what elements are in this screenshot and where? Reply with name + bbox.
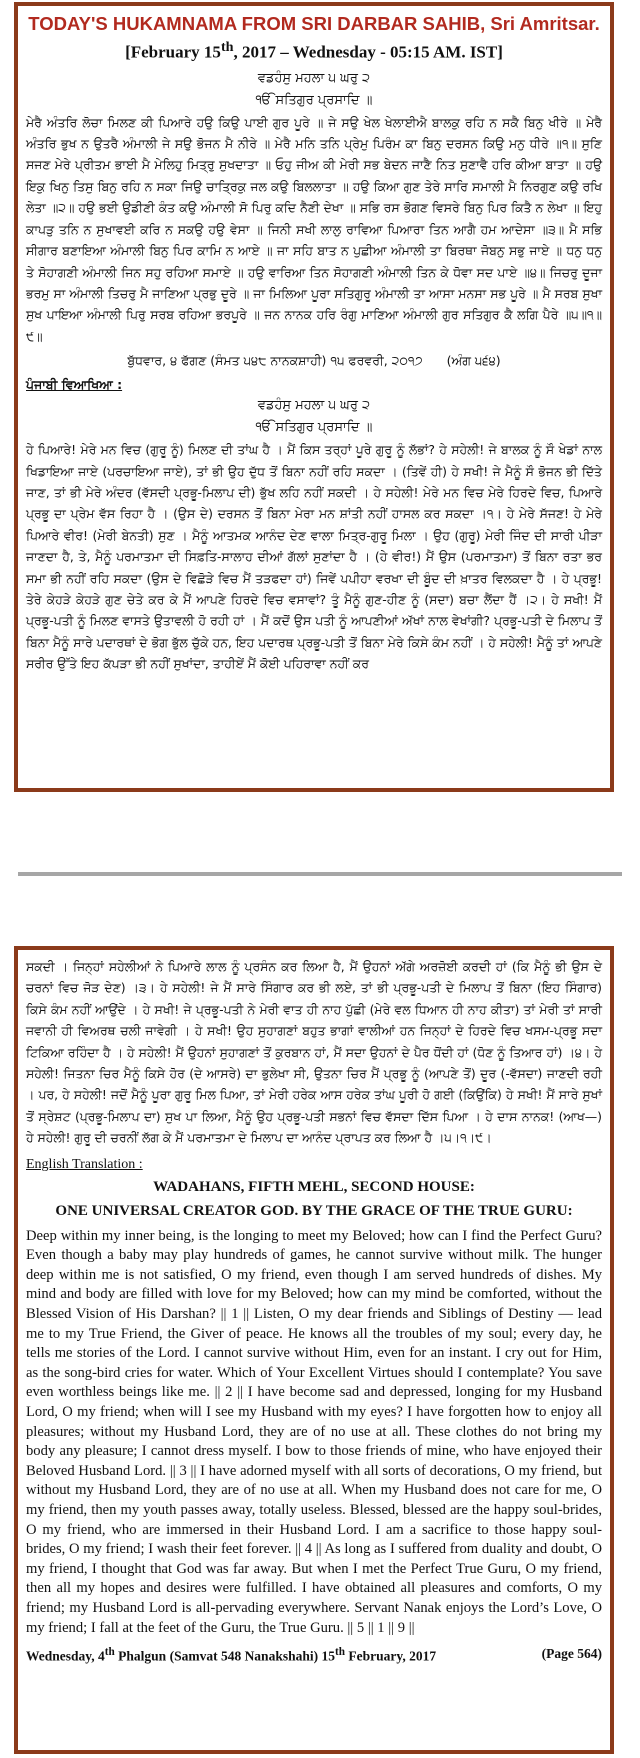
page-title: TODAY'S HUKAMNAMA FROM SRI DARBAR SAHIB, Sri Amritsar. (28, 13, 600, 34)
english-date-sup-a: th (104, 1646, 115, 1659)
punjabi-label: ਪੰਜਾਬੀ ਵਿਆਖਿਆ : (26, 377, 123, 393)
date-superscript: th (220, 39, 234, 55)
english-label: English Translation : (26, 1156, 143, 1172)
gurbani-page: (ਅੰਗ ੫੬੪) (446, 353, 501, 369)
punjabi-text-part2: ਸਕਦੀ । ਜਿਨ੍ਹਾਂ ਸਹੇਲੀਆਂ ਨੇ ਪਿਆਰੇ ਲਾਲ ਨੂੰ ਪ੍ਰਸੰਨ ਕਰ ਲਿਆ ਹੈ, ਮੈਂ ਉਹਨਾਂ ਅੱਗੇ ਅਰਜ਼ੋਈ ਕਰਦੀ ਹਾਂ (ਕਿ ਮੈਨੂੰ ਭੀ ਉਸ ਦੇ ਚਰਨਾਂ ਵਿਚ ਜੋੜ ਦੇਣ) ।੩। ਹੇ ਸਹੇਲੀ! ਜੇ ਮੈਂ ਸਾਰੇ ਸਿੰਗਾਰ ਕਰ ਭੀ ਲਏ, ਤਾਂ ਭੀ ਪ੍ਰਭੂ-ਪਤੀ ਦੇ ਮਿਲਾਪ ਤੋਂ ਬਿਨਾ (ਇਹ ਸਿੰਗਾਰ) ਕਿਸੇ ਕੰਮ ਨਹੀਂ ਆਉਂਦੇ । ਹੇ ਸਖੀ! ਜੇ ਪ੍ਰਭੂ-ਪਤੀ ਨੇ ਮੇਰੀ ਵਾਤ ਹੀ ਨਾਹ ਪੁੱਛੀ (ਮੇਰੇ ਵਲ ਧਿਆਨ ਹੀ ਨਾਹ ਕੀਤਾ) ਤਾਂ ਮੇਰੀ ਤਾਂ ਸਾਰੀ ਜਵਾਨੀ ਹੀ ਵਿਅਰਥ ਚਲੀ ਜਾਵੇਗੀ । ਹੇ ਸਖੀ! ਉਹ ਸੁਹਾਗਣਾਂ ਬਹੁਤ ਭਾਗਾਂ ਵਾਲੀਆਂ ਹਨ ਜਿਨ੍ਹਾਂ ਦੇ ਹਿਰਦੇ ਵਿਚ ਖਸਮ-ਪ੍ਰਭੂ ਸਦਾ ਟਿਕਿਆ ਰਹਿੰਦਾ ਹੈ । ਹੇ ਸਹੇਲੀ! ਮੈਂ ਉਹਨਾਂ ਸੁਹਾਗਣਾਂ ਤੋਂ ਕੁਰਬਾਨ ਹਾਂ, ਮੈਂ ਸਦਾ ਉਹਨਾਂ ਦੇ ਪੈਰ ਧੋਂਦੀ ਹਾਂ (ਧੋਣ ਨੂੰ ਤਿਆਰ ਹਾਂ) ।੪। ਹੇ ਸਹੇਲੀ! ਜਿਤਨਾ ਚਿਰ ਮੈਨੂੰ ਕਿਸੇ ਹੋਰ (ਦੇ ਆਸਰੇ) ਦਾ ਭੁਲੇਖਾ ਸੀ, ਉਤਨਾ ਚਿਰ ਮੈਂ ਪ੍ਰਭੂ ਨੂੰ (ਆਪਣੇ ਤੋਂ) ਦੂਰ (-ਵੱਸਦਾ) ਜਾਣਦੀ ਰਹੀ । ਪਰ, ਹੇ ਸਹੇਲੀ! ਜਦੋਂ ਮੈਨੂੰ ਪੂਰਾ ਗੁਰੂ ਮਿਲ ਪਿਆ, ਤਾਂ ਮੇਰੀ ਹਰੇਕ ਆਸ ਹਰੇਕ ਤਾਂਘ ਪੂਰੀ ਹੋ ਗਈ (ਕਿਉਂਕਿ) ਹੇ ਸਖੀ! ਮੈਂ ਸਾਰੇ ਸੁਖਾਂ ਤੋਂ ਸ੍ਰੇਸ਼ਟ (ਪ੍ਰਭੂ-ਮਿਲਾਪ ਦਾ) ਸੁਖ ਪਾ ਲਿਆ, ਮੈਨੂੰ ਉਹ ਪ੍ਰਭੂ-ਪਤੀ ਸਭਨਾਂ ਵਿਚ ਵੱਸਦਾ ਦਿੱਸ ਪਿਆ । ਹੇ ਦਾਸ ਨਾਨਕ! (ਆਖ—) ਹੇ ਸਹੇਲੀ! ਗੁਰੂ ਦੀ ਚਰਨੀਂ ਲੱਗ ਕੇ ਮੈਂ ਪਰਮਾਤਮਾ ਦੇ ਮਿਲਾਪ ਦਾ ਆਨੰਦ ਪ੍ਰਾਪਤ ਕਰ ਲਿਆ ਹੈ ।੫।੧।੯। (26, 959, 602, 1146)
date-suffix: , 2017 – Wednesday - 05:15 AM. IST] (233, 42, 503, 62)
english-text: Deep within my inner being, is the longing to meet my Beloved; how can I find the Perfect Guru? Even though a baby may play hundreds of games, he cannot survive without milk. The hunger deep within me is not satisfied, O my friend, even though I am served hundreds of dishes. My mind and body are filled with love for my Beloved; how can my mind be comforted, without the Blessed Vision of His Darshan? || 1 || Listen, O my dear friends and Siblings of Destiny — lead me to my True Friend, the Giver of peace. He knows all the troubles of my soul; every day, he tells me stories of the Lord. I cannot survive without Him, even for an instant. I cry out for Him, as the song-bird cries for water. Which of Your Excellent Virtues should I contemplate? You save even worthless beings like me. || 2 || I have become sad and depressed, longing for my Husband Lord, O my friend; when will I see my Husband with my eyes? I have forgotten how to enjoy all pleasures; without my Husband Lord, they are of no use at all. These clothes do not bring my body any pleasure; I cannot dress myself. I bow to those friends of mine, who have enjoyed their Beloved Husband Lord. || 3 || I have adorned myself with all sorts of decorations, O my friend, but without my Husband Lord, they are of no use at all. When my Husband does not care for me, O my friend, then my youth passes away, totally useless. Blessed, blessed are the happy soul-brides, O my friend, who are immersed in their Husband Lord. I am a sacrifice to those happy soul-brides, O my friend; I wash their feet forever. || 4 || As long as I suffered from duality and doubt, O my friend, I thought that God was far away. But when I met the Perfect True Guru, O my friend, then all my hopes and desires were fulfilled. I have obtained all pleasures and comforts, O my friend; my Husband Lord is all-pervading everywhere. Servant Nanak enjoys the Lord’s Love, O my friend; I fall at the feet of the Guru, the True Guru. || 5 || 1 || 9 || (26, 1227, 602, 1636)
english-date-c: February, 2017 (345, 1648, 437, 1664)
punjabi-text-part1: ਹੇ ਪਿਆਰੇ! ਮੇਰੇ ਮਨ ਵਿਚ (ਗੁਰੂ ਨੂੰ) ਮਿਲਣ ਦੀ ਤਾਂਘ ਹੈ । ਮੈਂ ਕਿਸ ਤਰ੍ਹਾਂ ਪੂਰੇ ਗੁਰੂ ਨੂੰ ਲੱਭਾਂ? ਹੇ ਸਹੇਲੀ! ਜੇ ਬਾਲਕ ਨੂੰ ਸੌ ਖੇਡਾਂ ਨਾਲ ਖਿਡਾਇਆ ਜਾਏ (ਪਰਚਾਇਆ ਜਾਏ), ਤਾਂ ਭੀ ਉਹ ਦੁੱਧ ਤੋਂ ਬਿਨਾ ਨਹੀਂ ਰਹਿ ਸਕਦਾ । (ਤਿਵੇਂ ਹੀ) ਹੇ ਸਖੀ! ਜੇ ਮੈਨੂੰ ਸੌ ਭੋਜਨ ਭੀ ਦਿੱਤੇ ਜਾਣ, ਤਾਂ ਭੀ ਮੇਰੇ ਅੰਦਰ (ਵੱਸਦੀ ਪ੍ਰਭੂ-ਮਿਲਾਪ ਦੀ) ਭੁੱਖ ਲਹਿ ਨਹੀਂ ਸਕਦੀ । ਹੇ ਸਹੇਲੀ! ਮੇਰੇ ਮਨ ਵਿਚ ਮੇਰੇ ਹਿਰਦੇ ਵਿਚ, ਪਿਆਰੇ ਪ੍ਰਭੂ ਦਾ ਪ੍ਰੇਮ ਵੱਸ ਰਿਹਾ ਹੈ । (ਉਸ ਦੇ) ਦਰਸਨ ਤੋਂ ਬਿਨਾ ਮੇਰਾ ਮਨ ਸ਼ਾਂਤੀ ਨਹੀਂ ਹਾਸਲ ਕਰ ਸਕਦਾ ।੧। ਹੇ ਮੇਰੇ ਸੱਜਣ! ਹੇ ਮੇਰੇ ਪਿਆਰੇ ਵੀਰ! (ਮੇਰੀ ਬੇਨਤੀ) ਸੁਣ । ਮੈਨੂੰ ਆਤਮਕ ਆਨੰਦ ਦੇਣ ਵਾਲਾ ਮਿਤ੍ਰ-ਗੁਰੂ ਮਿਲਾ । ਉਹ (ਗੁਰੂ) ਮੇਰੀ ਜਿੰਦ ਦੀ ਸਾਰੀ ਪੀੜਾ ਜਾਣਦਾ ਹੈ, ਤੇ, ਮੈਨੂੰ ਪਰਮਾਤਮਾ ਦੀ ਸਿਫ਼ਤਿ-ਸਾਲਾਹ ਦੀਆਂ ਗੱਲਾਂ ਸੁਣਾਂਦਾ ਹੈ । (ਹੇ ਵੀਰ!) ਮੈਂ ਉਸ (ਪਰਮਾਤਮਾ) ਤੋਂ ਬਿਨਾ ਰਤਾ ਭਰ ਸਮਾ ਭੀ ਨਹੀਂ ਰਹਿ ਸਕਦਾ (ਉਸ ਦੇ ਵਿਛੋੜੇ ਵਿਚ ਮੈਂ ਤੜਫਦਾ ਹਾਂ) ਜਿਵੇਂ ਪਪੀਹਾ ਵਰਖਾ ਦੀ ਬੂੰਦ ਦੀ ਖ਼ਾਤਰ ਵਿਲਕਦਾ ਹੈ । ਹੇ ਪ੍ਰਭੂ! ਤੇਰੇ ਕੇਹੜੇ ਕੇਹੜੇ ਗੁਣ ਚੇਤੇ ਕਰ ਕੇ ਮੈਂ ਆਪਣੇ ਹਿਰਦੇ ਵਿਚ ਵਸਾਵਾਂ? ਤੂੰ ਮੈਨੂੰ ਗੁਣ-ਹੀਣ ਨੂੰ (ਸਦਾ) ਬਚਾ ਲੈਂਦਾ ਹੈਂ ।੨। ਹੇ ਸਖੀ! ਮੈਂ ਪ੍ਰਭੂ-ਪਤੀ ਨੂੰ ਮਿਲਣ ਵਾਸਤੇ ਉਤਾਵਲੀ ਹੋ ਰਹੀ ਹਾਂ । ਮੈਂ ਕਦੋਂ ਉਸ ਪਤੀ ਨੂੰ ਆਪਣੀਆਂ ਅੱਖਾਂ ਨਾਲ ਵੇਖਾਂਗੀ? ਪ੍ਰਭੂ-ਪਤੀ ਦੇ ਮਿਲਾਪ ਤੋਂ ਬਿਨਾ ਮੈਨੂੰ ਸਾਰੇ ਪਦਾਰਥਾਂ ਦੇ ਭੋਗ ਭੁੱਲ ਚੁੱਕੇ ਹਨ, ਇਹ ਪਦਾਰਥ ਪ੍ਰਭੂ-ਪਤੀ ਤੋਂ ਬਿਨਾ ਮੇਰੇ ਕਿਸੇ ਕੰਮ ਨਹੀਂ । ਹੇ ਸਹੇਲੀ! ਮੈਨੂੰ ਤਾਂ ਆਪਣੇ ਸਰੀਰ ਉੱਤੇ ਇਹ ਕੱਪੜਾ ਭੀ ਨਹੀਂ ਸੁਖਾਂਦਾ, ਤਾਹੀਏਂ ਮੈਂ ਕੋਈ ਪਹਿਰਾਵਾ ਨਹੀਂ ਕਰ (26, 442, 602, 672)
punjabi-raag: ਵਡਹੰਸੁ ਮਹਲਾ ੫ ਘਰੁ ੨ (257, 398, 371, 414)
divider (18, 872, 622, 876)
gurbani-mool: ੴ ਸਤਿਗੁਰ ਪ੍ਰਸਾਦਿ ॥ (255, 92, 373, 108)
english-page: (Page 564) (541, 1646, 602, 1662)
gurbani-footer (26, 349, 602, 373)
gurbani-date: ਬੁੱਧਵਾਰ, ੪ ਫੱਗਣ (ਸੰਮਤ ੫੪੮ ਨਾਨਕਸ਼ਾਹੀ) ੧੫ ਫਰਵਰੀ, ੨੦੧੭ (127, 353, 423, 369)
english-date (26, 1646, 436, 1665)
date-line (26, 36, 602, 64)
punjabi-mool: ੴ ਸਤਿਗੁਰ ਪ੍ਰਸਾਦਿ ॥ (255, 420, 373, 436)
gurbani-raag: ਵਡਹੰਸੁ ਮਹਲਾ ੫ ਘਰੁ ੨ (257, 70, 371, 86)
english-date-sup-b: th (334, 1646, 345, 1659)
english-heading-2: ONE UNIVERSAL CREATOR GOD. BY THE GRACE OF THE TRUE GURU: (55, 1202, 573, 1219)
date-prefix: [February 15 (125, 42, 221, 62)
hukamnama-panel-bottom (14, 946, 614, 1754)
english-heading-1: WADAHANS, FIFTH MEHL, SECOND HOUSE: (153, 1178, 475, 1195)
gurbani-text: ਮੇਰੈ ਅੰਤਰਿ ਲੋਚਾ ਮਿਲਣ ਕੀ ਪਿਆਰੇ ਹਉ ਕਿਉ ਪਾਈ ਗੁਰ ਪੂਰੇ ॥ ਜੇ ਸਉ ਖੇਲ ਖੇਲਾਈਐ ਬਾਲਕੁ ਰਹਿ ਨ ਸਕੈ ਬਿਨੁ ਖੀਰੇ ॥ ਮੇਰੈ ਅੰਤਰਿ ਭੁਖ ਨ ਉਤਰੈ ਅੰਮਾਲੀ ਜੇ ਸਉ ਭੋਜਨ ਮੈ ਨੀਰੇ ॥ ਮੇਰੈ ਮਨਿ ਤਨਿ ਪ੍ਰੇਮੁ ਪਿਰੰਮ ਕਾ ਬਿਨੁ ਦਰਸਨ ਕਿਉ ਮਨੁ ਧੀਰੇ ॥੧॥ ਸੁਣਿ ਸਜਣ ਮੇਰੇ ਪ੍ਰੀਤਮ ਭਾਈ ਮੈ ਮੇਲਿਹੁ ਮਿਤ੍ਰੁ ਸੁਖਦਾਤਾ ॥ ਓਹੁ ਜੀਅ ਕੀ ਮੇਰੀ ਸਭ ਬੇਦਨ ਜਾਣੈ ਨਿਤ ਸੁਣਾਵੈ ਹਰਿ ਕੀਆ ਬਾਤਾ ॥ ਹਉ ਇਕੁ ਖਿਨੁ ਤਿਸੁ ਬਿਨੁ ਰਹਿ ਨ ਸਕਾ ਜਿਉ ਚਾਤ੍ਰਿਕੁ ਜਲ ਕਉ ਬਿਲਲਾਤਾ ॥ ਹਉ ਕਿਆ ਗੁਣ ਤੇਰੇ ਸਾਰਿ ਸਮਾਲੀ ਮੈ ਨਿਰਗੁਣ ਕਉ ਰਖਿ ਲੇਤਾ ॥੨॥ ਹਉ ਭਈ ਉਡੀਣੀ ਕੰਤ ਕਉ ਅੰਮਾਲੀ ਸੋ ਪਿਰੁ ਕਦਿ ਨੈਣੀ ਦੇਖਾ ॥ ਸਭਿ ਰਸ ਭੋਗਣ ਵਿਸਰੇ ਬਿਨੁ ਪਿਰ ਕਿਤੈ ਨ ਲੇਖਾ ॥ ਇਹੁ ਕਾਪੜੁ ਤਨਿ ਨ ਸੁਖਾਵਈ ਕਰਿ ਨ ਸਕਉ ਹਉ ਵੇਸਾ ॥ ਜਿਨੀ ਸਖੀ ਲਾਲੁ ਰਾਵਿਆ ਪਿਆਰਾ ਤਿਨ ਆਗੈ ਹਮ ਆਦੇਸਾ ॥੩॥ ਮੈ ਸਭਿ ਸੀਗਾਰ ਬਣਾਇਆ ਅੰਮਾਲੀ ਬਿਨੁ ਪਿਰ ਕਾਮਿ ਨ ਆਏ ॥ ਜਾ ਸਹਿ ਬਾਤ ਨ ਪੁਛੀਆ ਅੰਮਾਲੀ ਤਾ ਬਿਰਥਾ ਜੋਬਨੁ ਸਭੁ ਜਾਏ ॥ ਧਨੁ ਧਨੁ ਤੇ ਸੋਹਾਗਣੀ ਅੰਮਾਲੀ ਜਿਨ ਸਹੁ ਰਹਿਆ ਸਮਾਏ ॥ ਹਉ ਵਾਰਿਆ ਤਿਨ ਸੋਹਾਗਣੀ ਅੰਮਾਲੀ ਤਿਨ ਕੇ ਧੋਵਾ ਸਦ ਪਾਏ ॥੪॥ ਜਿਚਰੁ ਦੂਜਾ ਭਰਮੁ ਸਾ ਅੰਮਾਲੀ ਤਿਚਰੁ ਮੈ ਜਾਣਿਆ ਪ੍ਰਭੁ ਦੂਰੇ ॥ ਜਾ ਮਿਲਿਆ ਪੂਰਾ ਸਤਿਗੁਰੂ ਅੰਮਾਲੀ ਤਾ ਆਸਾ ਮਨਸਾ ਸਭ ਪੂਰੇ ॥ ਮੈ ਸਰਬ ਸੁਖਾ ਸੁਖ ਪਾਇਆ ਅੰਮਾਲੀ ਪਿਰੁ ਸਰਬ ਰਹਿਆ ਭਰਪੂਰੇ ॥ ਜਨ ਨਾਨਕ ਹਰਿ ਰੰਗੁ ਮਾਣਿਆ ਅੰਮਾਲੀ ਗੁਰ ਸਤਿਗੁਰ ਕੈ ਲਗਿ ਪੈਰੇ ॥੫॥੧॥੯॥ (26, 114, 602, 344)
english-date-b: Phalgun (Samvat 548 Nanakshahi) 15 (114, 1648, 335, 1664)
hukamnama-panel-top (14, 2, 614, 792)
english-date-a: Wednesday, 4 (26, 1648, 105, 1664)
english-footer (26, 1646, 602, 1665)
